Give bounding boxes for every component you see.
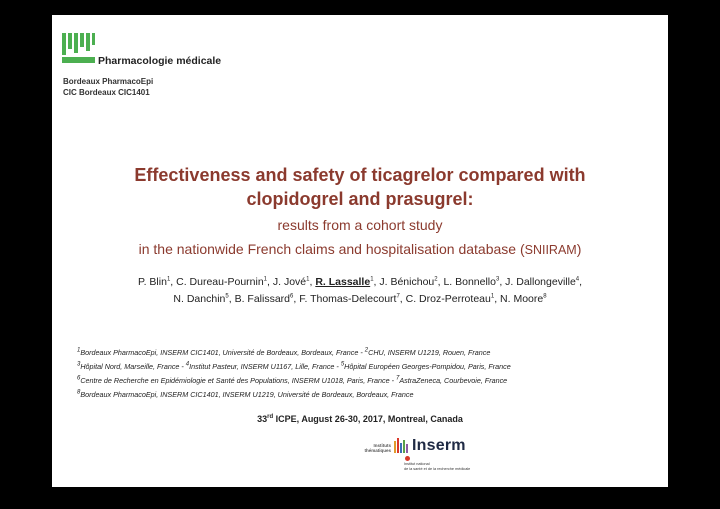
authors-line-1: P. Blin$^1$, C. Dureau-Pournin$^1$, J. Jové$^1$, R. Lassalle$^1$, J. Bénichou$^2$, L. Bonnello$^3$, J. Dallongeville$^4$,	[137, 276, 583, 288]
affiliation-line	[77, 348, 490, 357]
author-name: C. Droz-Perroteau	[405, 293, 491, 305]
affiliation-text: Hôpital Européen Georges-Pompidou, Paris, France	[344, 362, 511, 371]
affiliation-line	[77, 376, 507, 385]
affiliation-number: 7	[395, 375, 400, 382]
affiliation-number: 5	[340, 361, 345, 368]
conference-line: 33rd ICPE, August 26-30, 2017, Montreal, Canada	[257, 414, 463, 424]
org-name: Pharmacologie médicale	[98, 55, 222, 67]
author-affiliation-number: 1	[306, 276, 310, 283]
author-affiliation-number: 7	[396, 293, 400, 300]
author	[500, 293, 547, 305]
affiliation-number: 3	[77, 361, 81, 368]
subtitle-line-2: in the nationwide French claims and hospitalisation database (SNIIRAM)	[138, 241, 582, 257]
author	[173, 293, 228, 305]
authors-line-2: N. Danchin$^5$, B. Falissard$^6$, F. Thomas-Delecourt$^7$, C. Droz-Perroteau$^1$, N. Moore$^8$	[173, 293, 547, 305]
author-affiliation-number: 4	[575, 276, 580, 283]
subtitle-line-1: results from a cohort study	[277, 217, 443, 233]
affiliation-text: Hôpital Nord, Marseille, France -	[80, 362, 186, 371]
affiliation-number: 2	[364, 347, 369, 354]
author-affiliation-number: 1	[263, 276, 268, 283]
author	[176, 276, 267, 288]
author-name: J. Bénichou	[379, 276, 435, 288]
title-line-2: clopidogrel and prasugrel:	[246, 189, 474, 209]
affiliation-line	[77, 362, 511, 371]
author-affiliation-number: 1	[370, 276, 374, 283]
author-name: N. Moore	[500, 293, 544, 305]
affiliation-line	[77, 390, 414, 399]
affiliation-text: Bordeaux PharmacoEpi, INSERM CIC1401, INSERM U1219, Université de Bordeaux, Bordeaux, France	[80, 390, 414, 399]
inserm-bars-icon	[394, 437, 408, 453]
inserm-logo-text: Inserm	[412, 437, 466, 454]
author-affiliation-number: 3	[495, 276, 500, 283]
author-name: L. Bonnello	[443, 276, 496, 288]
author	[406, 293, 495, 305]
affiliation-text: AstraZeneca, Courbevoie, France	[399, 376, 508, 385]
author-affiliation-number: 6	[290, 293, 294, 300]
affiliation-number: 1	[77, 347, 81, 354]
affiliation-text: Bordeaux PharmacoEpi, INSERM CIC1401, Université de Bordeaux, Bordeaux, France -	[80, 348, 365, 357]
pharmacologie-logo-icon	[61, 31, 96, 65]
author-affiliation-number: 1	[166, 276, 171, 283]
author-name: C. Dureau-Pournin	[176, 276, 264, 288]
author-name: N. Danchin	[173, 293, 226, 305]
inserm-dot-icon	[405, 456, 410, 461]
affiliation-text: Centre de Recherche en Epidémiologie et Santé des Populations, INSERM U1018, Paris, France -	[80, 376, 396, 385]
author	[443, 276, 499, 288]
author	[299, 293, 400, 305]
author-affiliation-number: 5	[225, 293, 229, 300]
author	[138, 276, 170, 288]
affiliation-number: 8	[77, 389, 81, 396]
author-name: J. Dallongeville	[505, 276, 576, 288]
author-name: B. Falissard	[234, 293, 290, 305]
title-line-1: Effectiveness and safety of ticagrelor compared with	[134, 165, 586, 185]
author-name: F. Thomas-Delecourt	[299, 293, 397, 305]
author-affiliation-number: 2	[434, 276, 438, 283]
unit-name: Bordeaux PharmacoEpi	[63, 77, 154, 86]
slide	[52, 15, 668, 487]
affiliation-number: 6	[77, 375, 81, 382]
author	[273, 276, 310, 288]
affiliation-number: 4	[185, 361, 190, 368]
author	[505, 276, 579, 288]
author	[315, 276, 373, 288]
author	[379, 276, 437, 288]
author-name: P. Blin	[137, 276, 167, 288]
inserm-tagline: Institut national de la santé et de la recherche médicale	[404, 462, 471, 471]
author-name: J. Jové	[272, 276, 307, 288]
author	[235, 293, 294, 305]
author-affiliation-number: 1	[490, 293, 495, 300]
unit-cic: CIC Bordeaux CIC1401	[63, 88, 150, 97]
affiliation-text: Institut Pasteur, INSERM U1167, Lille, France -	[189, 362, 341, 371]
inserm-instituts-label: Instituts thématiques	[364, 443, 391, 453]
author-name-presenter: R. Lassalle	[315, 276, 371, 288]
affiliation-text: CHU, INSERM U1219, Rouen, France	[368, 348, 491, 357]
author-affiliation-number: 8	[543, 293, 547, 300]
